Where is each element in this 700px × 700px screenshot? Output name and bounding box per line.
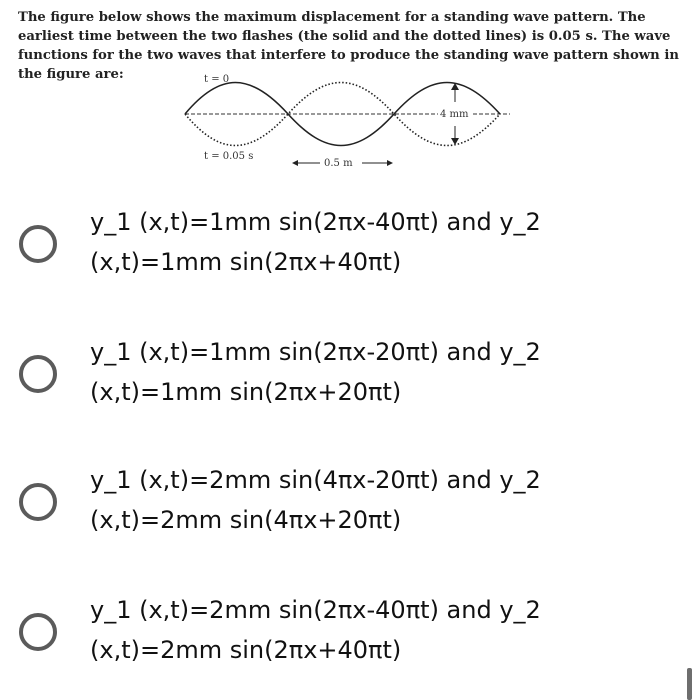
option-1-line-1: y_1 (x,t)=1mm sin(2πx-40πt) and y_2 — [90, 208, 541, 236]
option-3-line-2: (x,t)=2mm sin(4πx+20πt) — [90, 506, 402, 534]
radio-button-option-1[interactable] — [19, 225, 57, 263]
option-3-text[interactable] — [90, 460, 650, 540]
label-t0: t = 0 — [204, 74, 230, 85]
scrollbar-thumb[interactable] — [687, 668, 692, 700]
option-2-text[interactable] — [90, 332, 650, 412]
standing-wave-figure — [180, 72, 510, 172]
answer-option-2[interactable] — [0, 328, 700, 424]
option-2-line-1: y_1 (x,t)=1mm sin(2πx-20πt) and y_2 — [90, 338, 541, 366]
radio-button-option-3[interactable] — [19, 483, 57, 521]
radio-button-option-2[interactable] — [19, 355, 57, 393]
answer-option-4[interactable] — [0, 586, 700, 682]
label-amplitude: 4 mm — [440, 109, 469, 120]
option-4-line-1: y_1 (x,t)=2mm sin(2πx-40πt) and y_2 — [90, 596, 541, 624]
option-4-line-2: (x,t)=2mm sin(2πx+40πt) — [90, 636, 402, 664]
answer-option-1[interactable] — [0, 198, 700, 294]
question-text: The figure below shows the maximum displacement for a standing wave pattern. The earliest time between the two flashes (the solid and the dotted lines) is 0.05 s. The wave functions for the two waves that interfere to produce the standing wave pattern shown in the figure are: — [18, 10, 679, 82]
label-wavelength: 0.5 m — [324, 158, 353, 169]
wavelength-arrowhead-left — [292, 160, 298, 166]
answer-option-3[interactable] — [0, 456, 700, 552]
option-3-line-1: y_1 (x,t)=2mm sin(4πx-20πt) and y_2 — [90, 466, 541, 494]
option-4-text[interactable] — [90, 590, 650, 670]
label-t005: t = 0.05 s — [204, 151, 254, 162]
option-1-line-2: (x,t)=1mm sin(2πx+40πt) — [90, 248, 402, 276]
option-1-text[interactable] — [90, 202, 650, 282]
wavelength-arrowhead-right — [387, 160, 393, 166]
option-2-line-2: (x,t)=1mm sin(2πx+20πt) — [90, 378, 402, 406]
radio-button-option-4[interactable] — [19, 613, 57, 651]
